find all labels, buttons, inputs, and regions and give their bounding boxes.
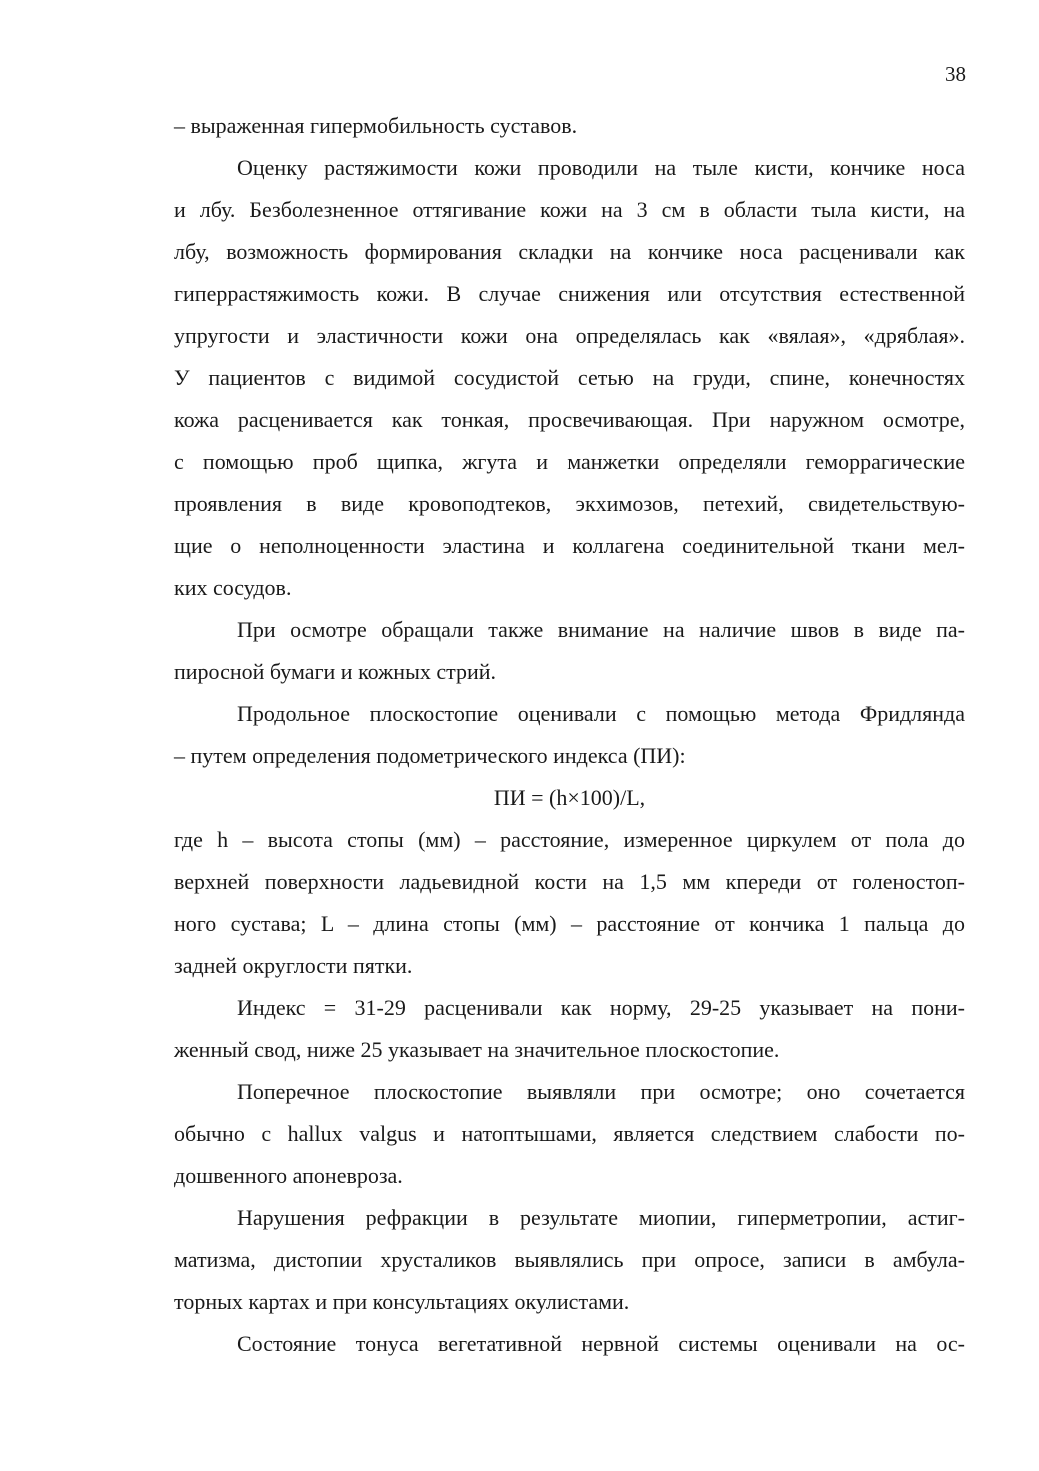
text-line: задней округлости пятки. [174,953,413,978]
text-line: торных картах и при консультациях окулистами. [174,1289,630,1314]
text-line: При осмотре обращали также внимание на наличие швов в виде па- [237,617,965,642]
text-line: – путем определения подометрического индекса (ПИ): [174,743,686,768]
text-line: женный свод, ниже 25 указывает на значительное плоскостопие. [174,1037,780,1062]
text-line: Нарушения рефракции в результате миопии, гиперметропии, астиг- [237,1205,965,1230]
text-line: щие о неполноценности эластина и коллагена соединительной ткани мел- [174,533,965,558]
text-line: где h – высота стопы (мм) – расстояние, измеренное циркулем от пола до [174,827,965,852]
text-line: лбу, возможность формирования складки на кончике носа расценивали как [174,239,965,264]
text-line: Оценку растяжимости кожи проводили на тыле кисти, кончике носа [237,155,965,180]
text-line: – выраженная гипермобильность суставов. [174,113,578,138]
text-line: кожа расценивается как тонкая, просвечивающая. При наружном осмотре, [174,407,965,432]
text-line: Состояние тонуса вегетативной нервной системы оценивали на ос- [237,1331,965,1356]
text-line: матизма, дистопии хрусталиков выявлялись при опросе, записи в амбула- [174,1247,965,1272]
text-line: ного сустава; L – длина стопы (мм) – расстояние от кончика 1 пальца до [174,911,965,936]
text-line: с помощью проб щипка, жгута и манжетки определяли геморрагические [174,449,965,474]
text-line: ких сосудов. [174,575,292,600]
text-line: Индекс = 31-29 расценивали как норму, 29-25 указывает на пони- [237,995,965,1020]
text-line: У пациентов с видимой сосудистой сетью на груди, спине, конечностях [174,365,965,390]
text-line: ПИ = (h×100)/L, [493,785,646,810]
text-line: пиросной бумаги и кожных стрий. [174,659,497,684]
document-body [174,105,965,1365]
text-line: дошвенного апоневроза. [174,1163,403,1188]
page-number: 38 [945,62,966,86]
text-line: верхней поверхности ладьевидной кости на 1,5 мм кпереди от голеностоп- [174,869,965,894]
text-line: и лбу. Безболезненное оттягивание кожи на 3 см в области тыла кисти, на [174,197,965,222]
text-line: Поперечное плоскостопие выявляли при осмотре; оно сочетается [237,1079,965,1104]
text-line: проявления в виде кровоподтеков, экхимозов, петехий, свидетельствую- [174,491,965,516]
text-line: гиперрастяжимость кожи. В случае снижения или отсутствия естественной [174,281,965,306]
text-line: Продольное плоскостопие оценивали с помощью метода Фридлянда [237,701,965,726]
text-line: обычно с hallux valgus и натоптышами, является следствием слабости по- [174,1121,965,1146]
text-line: упругости и эластичности кожи она определялась как «вялая», «дряблая». [174,323,965,348]
